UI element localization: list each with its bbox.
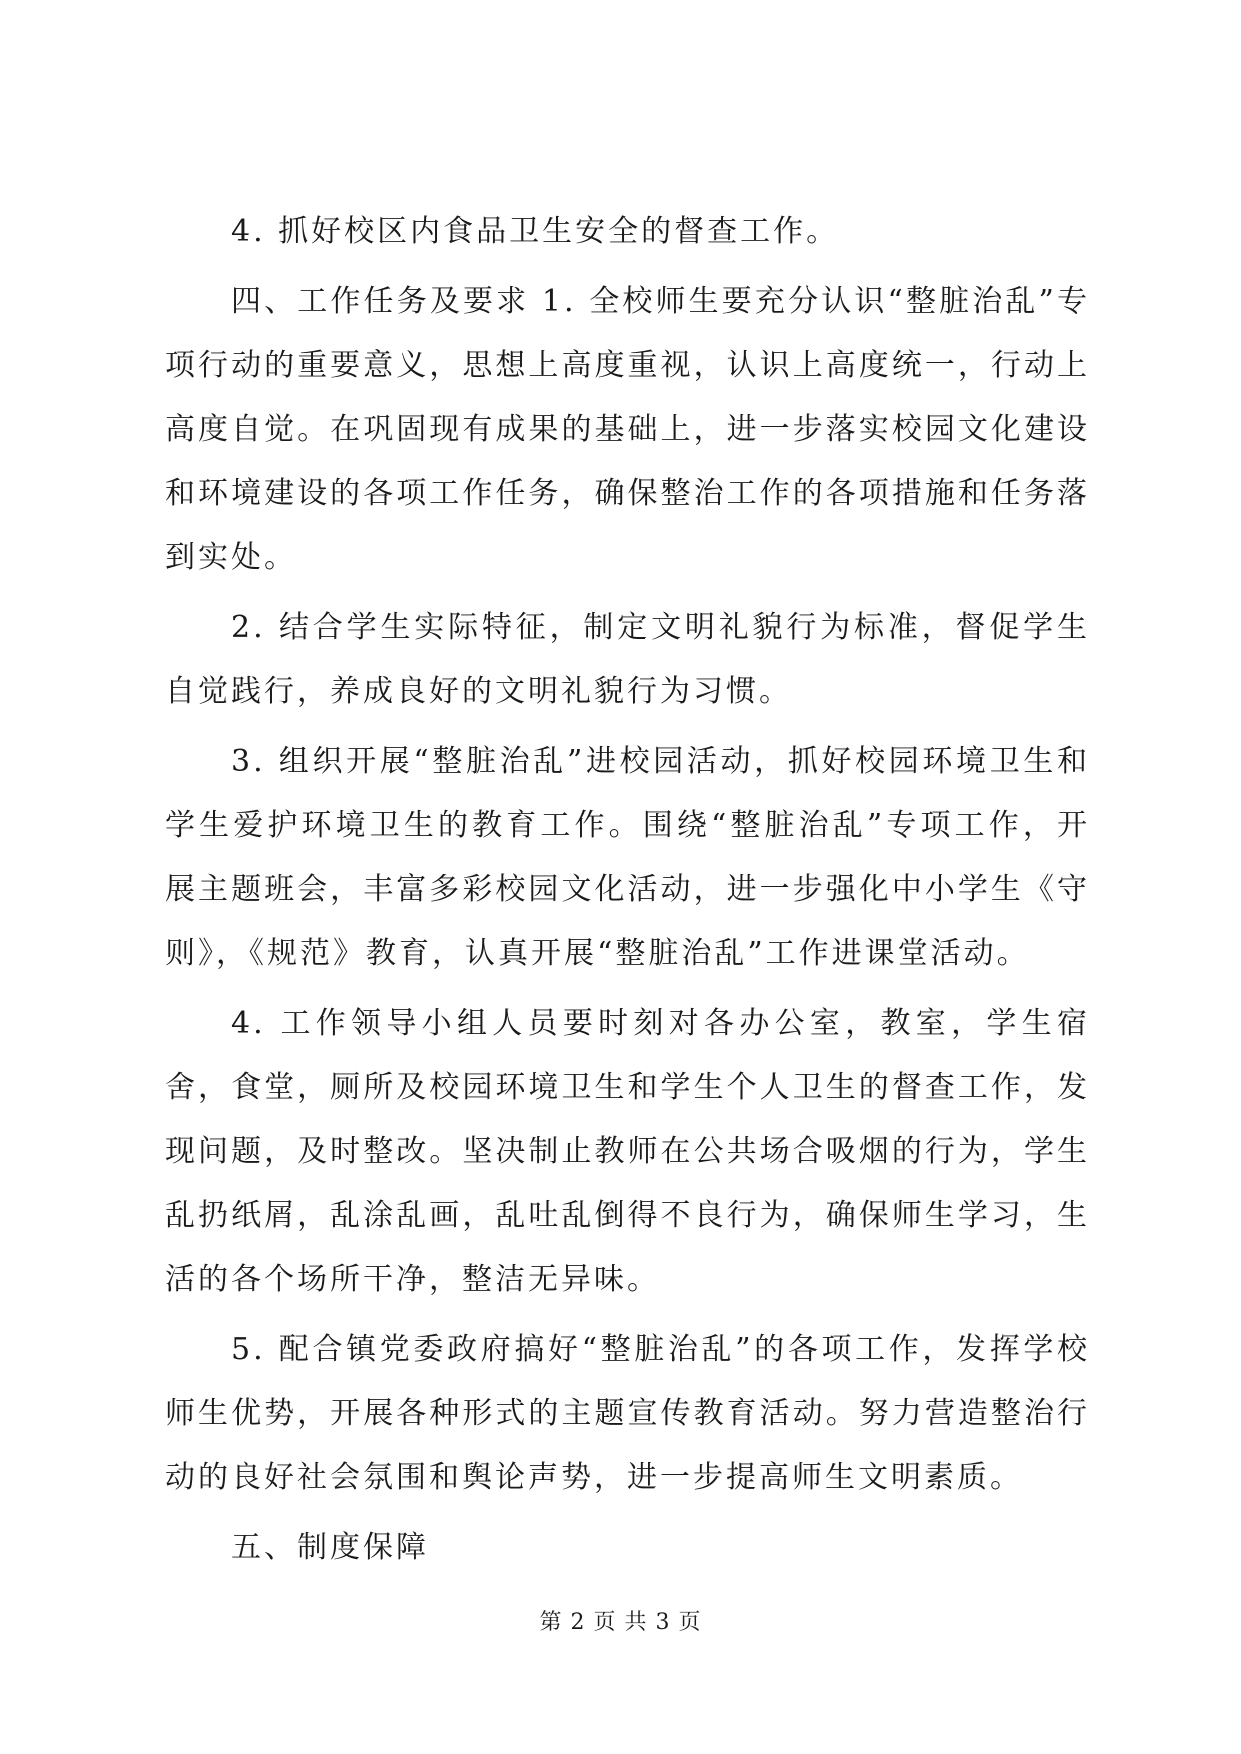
paragraph-item-3: 3. 组织开展“整脏治乱”进校园活动，抓好校园环境卫生和学生爱护环境卫生的教育工作。围绕“整脏治乱”专项工作，开展主题班会，丰富多彩校园文化活动，进一步强化中小学生《守则》，《规范》教育，认真开展“整脏治乱”工作进课堂活动。 [165,744,1090,971]
paragraph-section-four: 四、工作任务及要求 1. 全校师生要充分认识“整脏治乱”专项行动的重要意义，思想上高度重视，认识上高度统一，行动上高度自觉。在巩固现有成果的基础上，进一步落实校园文化建设和环境建设的各项工作任务，确保整治工作的各项措施和任务落到实处。 [165,284,1090,575]
section-five-heading: 五、制度保障 [231,1530,429,1565]
paragraph-item-4: 4. 工作领导小组人员要时刻对各办公室，教室，学生宿舍，食堂，厕所及校园环境卫生和学生个人卫生的督查工作，发现问题，及时整改。坚决制止教师在公共场合吸烟的行为，学生乱扔纸屑，乱涂乱画，乱吐乱倒得不良行为，确保师生学习，生活的各个场所干净，整洁无异味。 [165,1006,1090,1297]
page-number-footer: 第 2 页 共 3 页 [539,1610,702,1635]
paragraph-item-2: 2. 结合学生实际特征，制定文明礼貌行为标准，督促学生自觉践行，养成良好的文明礼貌行为习惯。 [165,610,1090,709]
document-body [165,200,1090,1586]
paragraph-item-5: 5. 配合镇党委政府搞好“整脏治乱”的各项工作，发挥学校师生优势，开展各种形式的主题宣传教育活动。努力营造整治行动的良好社会氛围和舆论声势，进一步提高师生文明素质。 [165,1332,1090,1495]
paragraph-food-safety: 4. 抓好校区内食品卫生安全的督查工作。 [231,214,840,249]
